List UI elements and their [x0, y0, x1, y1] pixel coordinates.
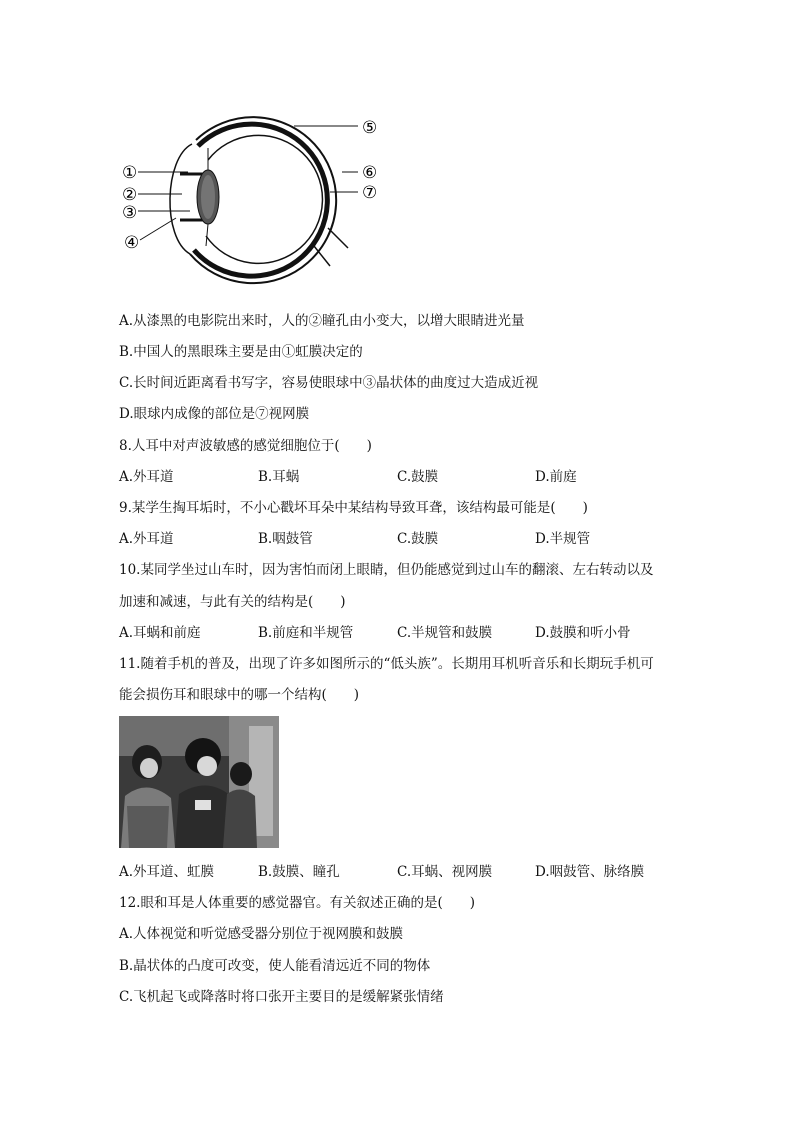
q10-option-c: C.半规管和鼓膜: [397, 625, 493, 641]
marker-5: ⑤: [362, 118, 378, 138]
q12-stem: 12.眼和耳是人体重要的感觉器官。有关叙述正确的是( ): [119, 895, 476, 911]
q11-option-b: B.鼓膜、瞳孔: [258, 864, 340, 880]
q11-option-a: A.外耳道、虹膜: [119, 864, 215, 880]
q12-option-b: B.晶状体的凸度可改变，使人能看清远近不同的物体: [119, 958, 431, 974]
q10-option-a: A.耳蜗和前庭: [119, 625, 201, 641]
q11-stem-line2: 能会损伤耳和眼球中的哪一个结构( ): [119, 687, 360, 703]
optic-nerve-lower: [314, 246, 330, 266]
q8-option-d: D.前庭: [535, 469, 577, 485]
q11-option-c: C.耳蜗、视网膜: [397, 864, 493, 880]
q8-option-b: B.耳蜗: [258, 469, 300, 485]
q12-option-a: A.人体视觉和听觉感受器分别位于视网膜和鼓膜: [119, 926, 404, 942]
q10-option-b: B.前庭和半规管: [258, 625, 354, 641]
q12-option-c: C.飞机起飞或降落时将口张开主要目的是缓解紧张情绪: [119, 989, 444, 1005]
q8-option-c: C.鼓膜: [397, 469, 439, 485]
q10-stem-line2: 加速和减速，与此有关的结构是( ): [119, 594, 346, 610]
cornea: [170, 144, 192, 254]
optic-nerve-upper: [328, 228, 348, 248]
q10-stem-line1: 10.某同学坐过山车时，因为害怕而闭上眼睛，但仍能感觉到过山车的翻滚、左右转动以及: [119, 562, 654, 578]
q11-option-d: D.咽鼓管、脉络膜: [535, 864, 645, 880]
marker-3: ③: [122, 203, 138, 223]
marker-1: ①: [122, 163, 138, 183]
q7-option-b: B.中国人的黑眼珠主要是由①虹膜决定的: [119, 344, 363, 360]
q8-option-a: A.外耳道: [119, 469, 174, 485]
eye-structure-diagram: [118, 108, 408, 298]
q9-stem: 9.某学生掏耳垢时，不小心戳坏耳朵中某结构导致耳聋，该结构最可能是( ): [119, 500, 588, 516]
q9-option-a: A.外耳道: [119, 531, 174, 547]
eye-inner-layer: [206, 135, 322, 263]
q8-stem: 8.人耳中对声波敏感的感觉细胞位于( ): [119, 438, 372, 454]
marker-2: ②: [122, 185, 138, 205]
q11-stem-line1: 11.随着手机的普及，出现了许多如图所示的“低头族”。长期用耳机听音乐和长期玩手机可: [119, 656, 654, 672]
q9-option-b: B.咽鼓管: [258, 531, 313, 547]
q9-option-c: C.鼓膜: [397, 531, 439, 547]
q7-option-a: A.从漆黑的电影院出来时，人的②瞳孔由小变大，以增大眼睛进光量: [119, 313, 525, 329]
q9-option-d: D.半规管: [535, 531, 591, 547]
marker-4: ④: [124, 233, 140, 253]
photo-scene: [119, 716, 279, 848]
q7-option-d: D.眼球内成像的部位是⑦视网膜: [119, 406, 310, 422]
marker-7: ⑦: [362, 183, 378, 203]
marker-6: ⑥: [362, 163, 378, 183]
q7-option-c: C.长时间近距离看书写字，容易使眼球中③晶状体的曲度过大造成近视: [119, 375, 539, 391]
low-head-people-photo: [119, 716, 279, 848]
q10-option-d: D.鼓膜和听小骨: [535, 625, 631, 641]
